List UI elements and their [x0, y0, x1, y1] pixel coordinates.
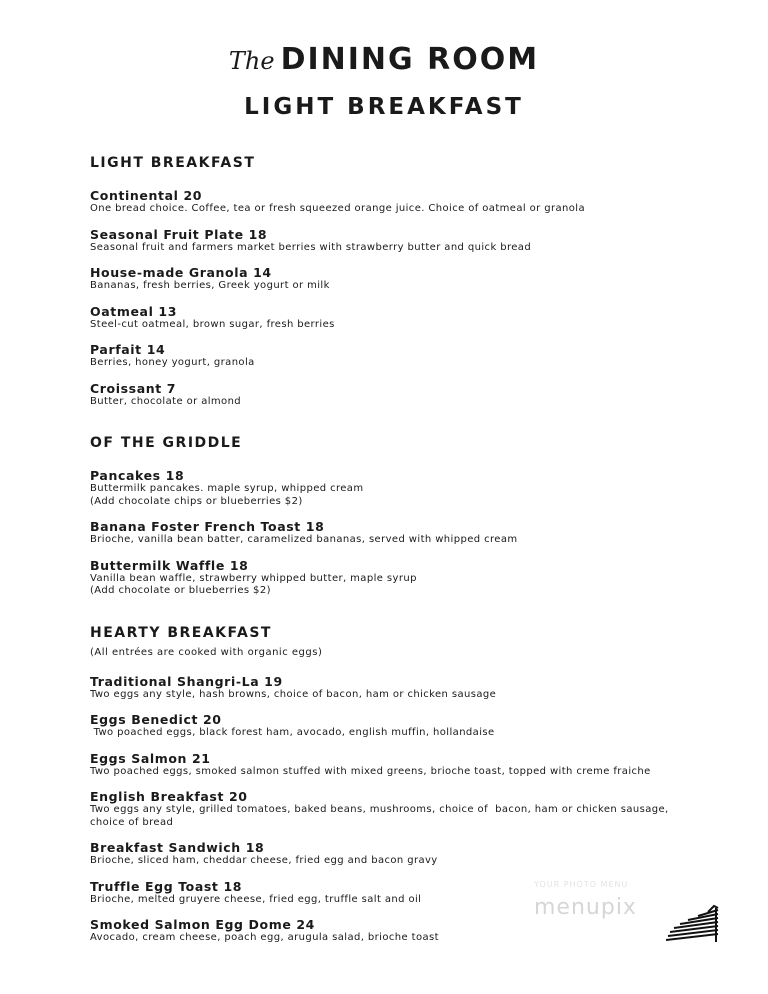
- menu-item-description: Brioche, melted gruyere cheese, fried egg, truffle salt and oil: [90, 893, 422, 905]
- menu-item-name: Pancakes 18: [90, 468, 185, 483]
- menu-item-name: Eggs Benedict 20: [90, 712, 222, 727]
- menu-item-description: Two eggs any style, hash browns, choice of bacon, ham or chicken sausage: [90, 688, 497, 700]
- menu-item-description: Avocado, cream cheese, poach egg, arugula salad, brioche toast: [90, 932, 439, 943]
- watermark-tagline: YOUR PHOTO MENU: [534, 880, 629, 889]
- menu-item-name: House-made Granola 14: [90, 265, 272, 280]
- menu-item-name: Buttermilk Waffle 18: [90, 557, 249, 573]
- menu-item-name: Parfait 14: [90, 342, 166, 357]
- menu-item-description: Brioche, sliced ham, cheddar cheese, fried egg and bacon gravy: [90, 855, 438, 866]
- menu-item: [90, 751, 690, 779]
- menu-item-name: Breakfast Sandwich 18: [90, 840, 265, 855]
- section-title: OF THE GRIDDLE: [90, 435, 243, 451]
- section-title: LIGHT BREAKFAST: [90, 155, 256, 171]
- menu-item: [90, 674, 690, 702]
- title-main: DINING ROOM: [280, 42, 540, 77]
- menu-item-description: One bread choice. Coffee, tea or fresh squeezed orange juice. Choice of oatmeal or granola: [90, 203, 585, 214]
- menu-item-description: Two poached eggs, black forest ham, avocado, english muffin, hollandaise: [90, 727, 495, 738]
- section-title: HEARTY BREAKFAST: [90, 624, 272, 641]
- menu-item-name: Smoked Salmon Egg Dome 24: [90, 917, 315, 932]
- menu-item-description: Berries, honey yogurt, granola: [90, 357, 255, 368]
- menu-item-description: Steel-cut oatmeal, brown sugar, fresh berries: [90, 318, 335, 330]
- menu-item-name: Eggs Salmon 21: [90, 750, 211, 766]
- menu-item-description: Two eggs any style, grilled tomatoes, baked beans, mushrooms, choice of bacon, ham or chicken sausage, choice of bread: [90, 804, 669, 828]
- menu-item: [90, 342, 690, 370]
- building-logo-icon: [664, 904, 720, 944]
- menu-item-name: Continental 20: [90, 188, 203, 203]
- menu-item: [90, 840, 690, 868]
- menu-item-description: Seasonal fruit and farmers market berries with strawberry butter and quick bread: [90, 241, 532, 253]
- menu-item: [90, 227, 690, 255]
- menu-item-description: Brioche, vanilla bean batter, caramelized bananas, served with whipped cream: [90, 534, 518, 545]
- menu-item-description: Buttermilk pancakes. maple syrup, whipped cream (Add chocolate chips or blueberries $2): [90, 483, 364, 507]
- menu-item: [90, 789, 690, 829]
- menu-header: [0, 40, 768, 123]
- menu-section: [90, 432, 690, 598]
- watermark-area: [530, 880, 730, 950]
- menu-subtitle: LIGHT BREAKFAST: [244, 94, 524, 120]
- menu-item: [90, 304, 690, 332]
- menu-item-name: Seasonal Fruit Plate 18: [90, 226, 268, 242]
- menu-item-description: Bananas, fresh berries, Greek yogurt or milk: [90, 280, 330, 291]
- menu-item: [90, 265, 690, 293]
- menu-item: [90, 519, 690, 547]
- menu-section: [90, 152, 690, 408]
- title-prefix: The: [228, 47, 275, 75]
- menu-item: [90, 381, 690, 409]
- menu-item: [90, 188, 690, 216]
- menu-item-name: English Breakfast 20: [90, 789, 248, 804]
- menu-item-name: Oatmeal 13: [90, 303, 178, 319]
- menu-item-description: Two poached eggs, smoked salmon stuffed with mixed greens, brioche toast, topped with creme fraiche: [90, 765, 651, 777]
- menu-item-description: Vanilla bean waffle, strawberry whipped butter, maple syrup (Add chocolate or blueberries $2): [90, 572, 417, 596]
- menu-item: [90, 558, 690, 598]
- menu-item-name: Truffle Egg Toast 18: [90, 878, 243, 894]
- menu-item-description: Butter, chocolate or almond: [90, 395, 242, 407]
- menu-item: [90, 712, 690, 740]
- menu-item-name: Traditional Shangri-La 19: [90, 673, 283, 689]
- menu-item-name: Banana Foster French Toast 18: [90, 519, 325, 534]
- menu-body: [90, 152, 690, 969]
- menu-item: [90, 468, 690, 508]
- menu-item-name: Croissant 7: [90, 380, 177, 396]
- watermark-logo-text: menupix: [534, 895, 637, 920]
- section-note: (All entrées are cooked with organic eggs): [90, 646, 323, 658]
- restaurant-title: [0, 40, 768, 81]
